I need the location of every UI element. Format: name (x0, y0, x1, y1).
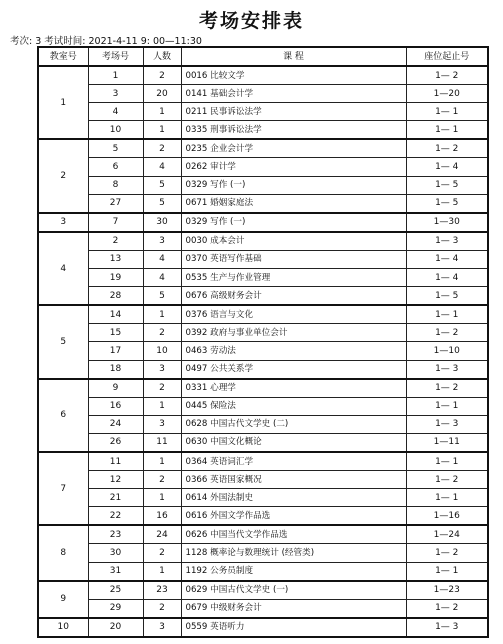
room-number-cell: 9 (38, 581, 88, 618)
table-row (38, 232, 488, 251)
seat-range-cell: 1— 2 (406, 599, 488, 618)
room-number-cell: 5 (38, 305, 88, 378)
table-row (38, 85, 488, 103)
seat-range-cell: 1— 1 (406, 489, 488, 507)
hall-number-cell: 26 (88, 433, 143, 452)
seat-range-cell: 1—24 (406, 525, 488, 544)
table-row (38, 562, 488, 581)
student-count-cell: 1 (143, 489, 181, 507)
student-count-cell: 1 (143, 305, 181, 324)
course-cell: 0679 中级财务会计 (181, 599, 406, 618)
room-number-cell: 7 (38, 452, 88, 525)
course-cell: 0392 政府与事业单位会计 (181, 324, 406, 342)
hall-number-cell: 5 (88, 139, 143, 158)
student-count-cell: 1 (143, 562, 181, 581)
room-number-cell: 1 (38, 66, 88, 139)
course-cell: 0016 比较文学 (181, 66, 406, 85)
student-count-cell: 3 (143, 415, 181, 433)
table-row (38, 342, 488, 360)
seat-range-cell: 1— 3 (406, 415, 488, 433)
student-count-cell: 5 (143, 176, 181, 194)
seat-range-cell: 1— 2 (406, 379, 488, 398)
hall-number-cell: 14 (88, 305, 143, 324)
seat-range-cell: 1— 2 (406, 66, 488, 85)
table-row (38, 213, 488, 232)
seat-range-cell: 1—10 (406, 342, 488, 360)
course-cell: 0535 生产与作业管理 (181, 269, 406, 287)
table-row (38, 121, 488, 140)
hall-number-cell: 25 (88, 581, 143, 600)
student-count-cell: 1 (143, 103, 181, 121)
header-count: 人数 (143, 47, 181, 66)
room-number-cell: 6 (38, 379, 88, 452)
header-hall: 考场号 (88, 47, 143, 66)
table-row (38, 158, 488, 176)
table-row (38, 139, 488, 158)
course-cell: 0364 英语词汇学 (181, 452, 406, 471)
seat-range-cell: 1— 1 (406, 305, 488, 324)
student-count-cell: 2 (143, 471, 181, 489)
table-row (38, 194, 488, 213)
header-room: 教室号 (38, 47, 88, 66)
hall-number-cell: 21 (88, 489, 143, 507)
table-row (38, 544, 488, 562)
course-cell: 0629 中国古代文学史 (一) (181, 581, 406, 600)
hall-number-cell: 28 (88, 287, 143, 306)
seat-range-cell: 1— 5 (406, 287, 488, 306)
student-count-cell: 20 (143, 85, 181, 103)
course-cell: 0616 外国文学作品选 (181, 507, 406, 526)
course-cell: 0030 成本会计 (181, 232, 406, 251)
course-cell: 0329 写作 (一) (181, 176, 406, 194)
student-count-cell: 3 (143, 360, 181, 379)
seat-range-cell: 1— 4 (406, 158, 488, 176)
hall-number-cell: 31 (88, 562, 143, 581)
student-count-cell: 2 (143, 324, 181, 342)
student-count-cell: 4 (143, 158, 181, 176)
student-count-cell: 23 (143, 581, 181, 600)
room-number-cell: 4 (38, 232, 88, 305)
student-count-cell: 30 (143, 213, 181, 232)
hall-number-cell: 27 (88, 194, 143, 213)
student-count-cell: 4 (143, 269, 181, 287)
course-cell: 1128 概率论与数理统计 (经管类) (181, 544, 406, 562)
course-cell: 0331 心理学 (181, 379, 406, 398)
table-row (38, 250, 488, 268)
student-count-cell: 24 (143, 525, 181, 544)
student-count-cell: 11 (143, 433, 181, 452)
hall-number-cell: 1 (88, 66, 143, 85)
student-count-cell: 2 (143, 379, 181, 398)
seat-range-cell: 1— 2 (406, 324, 488, 342)
table-header-row (38, 47, 488, 66)
seat-range-cell: 1—16 (406, 507, 488, 526)
table-row (38, 452, 488, 471)
course-cell: 0671 婚姻家庭法 (181, 194, 406, 213)
hall-number-cell: 13 (88, 250, 143, 268)
table-row (38, 324, 488, 342)
table-row (38, 599, 488, 618)
table-row (38, 581, 488, 600)
hall-number-cell: 11 (88, 452, 143, 471)
course-cell: 0329 写作 (一) (181, 213, 406, 232)
hall-number-cell: 23 (88, 525, 143, 544)
hall-number-cell: 29 (88, 599, 143, 618)
table-row (38, 287, 488, 306)
student-count-cell: 10 (143, 342, 181, 360)
seat-range-cell: 1— 1 (406, 397, 488, 415)
hall-number-cell: 20 (88, 618, 143, 637)
course-cell: 0630 中国文化概论 (181, 433, 406, 452)
hall-number-cell: 2 (88, 232, 143, 251)
course-cell: 0559 英语听力 (181, 618, 406, 637)
table-row (38, 103, 488, 121)
student-count-cell: 3 (143, 232, 181, 251)
course-cell: 0335 刑事诉讼法学 (181, 121, 406, 140)
student-count-cell: 5 (143, 194, 181, 213)
hall-number-cell: 3 (88, 85, 143, 103)
hall-number-cell: 30 (88, 544, 143, 562)
student-count-cell: 16 (143, 507, 181, 526)
table-row (38, 415, 488, 433)
course-cell: 0366 英语国家概况 (181, 471, 406, 489)
student-count-cell: 2 (143, 66, 181, 85)
course-cell: 1192 公务员制度 (181, 562, 406, 581)
course-cell: 0235 企业会计学 (181, 139, 406, 158)
student-count-cell: 4 (143, 250, 181, 268)
seat-range-cell: 1— 3 (406, 618, 488, 637)
seat-range-cell: 1— 4 (406, 269, 488, 287)
header-seats: 座位起止号 (406, 47, 488, 66)
seat-range-cell: 1— 3 (406, 232, 488, 251)
seat-range-cell: 1— 3 (406, 360, 488, 379)
exam-arrangement-table (37, 46, 489, 638)
table-row (38, 305, 488, 324)
seat-range-cell: 1— 5 (406, 176, 488, 194)
seat-range-cell: 1— 1 (406, 103, 488, 121)
table-row (38, 176, 488, 194)
student-count-cell: 2 (143, 139, 181, 158)
course-cell: 0445 保险法 (181, 397, 406, 415)
hall-number-cell: 10 (88, 121, 143, 140)
course-cell: 0211 民事诉讼法学 (181, 103, 406, 121)
seat-range-cell: 1— 2 (406, 471, 488, 489)
course-cell: 0262 审计学 (181, 158, 406, 176)
exam-meta-line: 考次: 3 考试时间: 2021-4-11 9: 00—11:30 (10, 36, 202, 47)
table-row (38, 618, 488, 637)
seat-range-cell: 1— 1 (406, 562, 488, 581)
table-row (38, 433, 488, 452)
room-number-cell: 8 (38, 525, 88, 580)
seat-range-cell: 1— 5 (406, 194, 488, 213)
table-row (38, 471, 488, 489)
hall-number-cell: 18 (88, 360, 143, 379)
hall-number-cell: 6 (88, 158, 143, 176)
student-count-cell: 2 (143, 599, 181, 618)
student-count-cell: 2 (143, 544, 181, 562)
hall-number-cell: 8 (88, 176, 143, 194)
seat-range-cell: 1—23 (406, 581, 488, 600)
table-row (38, 397, 488, 415)
course-cell: 0628 中国古代文学史 (二) (181, 415, 406, 433)
student-count-cell: 5 (143, 287, 181, 306)
table-row (38, 269, 488, 287)
seat-range-cell: 1— 4 (406, 250, 488, 268)
hall-number-cell: 15 (88, 324, 143, 342)
hall-number-cell: 16 (88, 397, 143, 415)
seat-range-cell: 1— 1 (406, 452, 488, 471)
course-cell: 0497 公共关系学 (181, 360, 406, 379)
table-body (38, 66, 488, 637)
seat-range-cell: 1— 2 (406, 139, 488, 158)
course-cell: 0626 中国当代文学作品选 (181, 525, 406, 544)
seat-range-cell: 1— 2 (406, 544, 488, 562)
table-row (38, 66, 488, 85)
student-count-cell: 1 (143, 397, 181, 415)
table-row (38, 489, 488, 507)
room-number-cell: 10 (38, 618, 88, 637)
seat-range-cell: 1—30 (406, 213, 488, 232)
hall-number-cell: 7 (88, 213, 143, 232)
table-row (38, 379, 488, 398)
room-number-cell: 3 (38, 213, 88, 232)
table-row (38, 525, 488, 544)
seat-range-cell: 1—11 (406, 433, 488, 452)
table-row (38, 360, 488, 379)
hall-number-cell: 19 (88, 269, 143, 287)
seat-range-cell: 1— 1 (406, 121, 488, 140)
hall-number-cell: 9 (88, 379, 143, 398)
course-cell: 0376 语言与文化 (181, 305, 406, 324)
hall-number-cell: 4 (88, 103, 143, 121)
seat-range-cell: 1—20 (406, 85, 488, 103)
course-cell: 0676 高级财务会计 (181, 287, 406, 306)
student-count-cell: 1 (143, 452, 181, 471)
course-cell: 0614 外国法制史 (181, 489, 406, 507)
student-count-cell: 1 (143, 121, 181, 140)
hall-number-cell: 24 (88, 415, 143, 433)
hall-number-cell: 12 (88, 471, 143, 489)
course-cell: 0141 基础会计学 (181, 85, 406, 103)
course-cell: 0370 英语写作基础 (181, 250, 406, 268)
header-course: 课 程 (181, 47, 406, 66)
table-row (38, 507, 488, 526)
hall-number-cell: 17 (88, 342, 143, 360)
course-cell: 0463 劳动法 (181, 342, 406, 360)
room-number-cell: 2 (38, 139, 88, 212)
hall-number-cell: 22 (88, 507, 143, 526)
page-title: 考场安排表 (198, 10, 304, 32)
student-count-cell: 3 (143, 618, 181, 637)
